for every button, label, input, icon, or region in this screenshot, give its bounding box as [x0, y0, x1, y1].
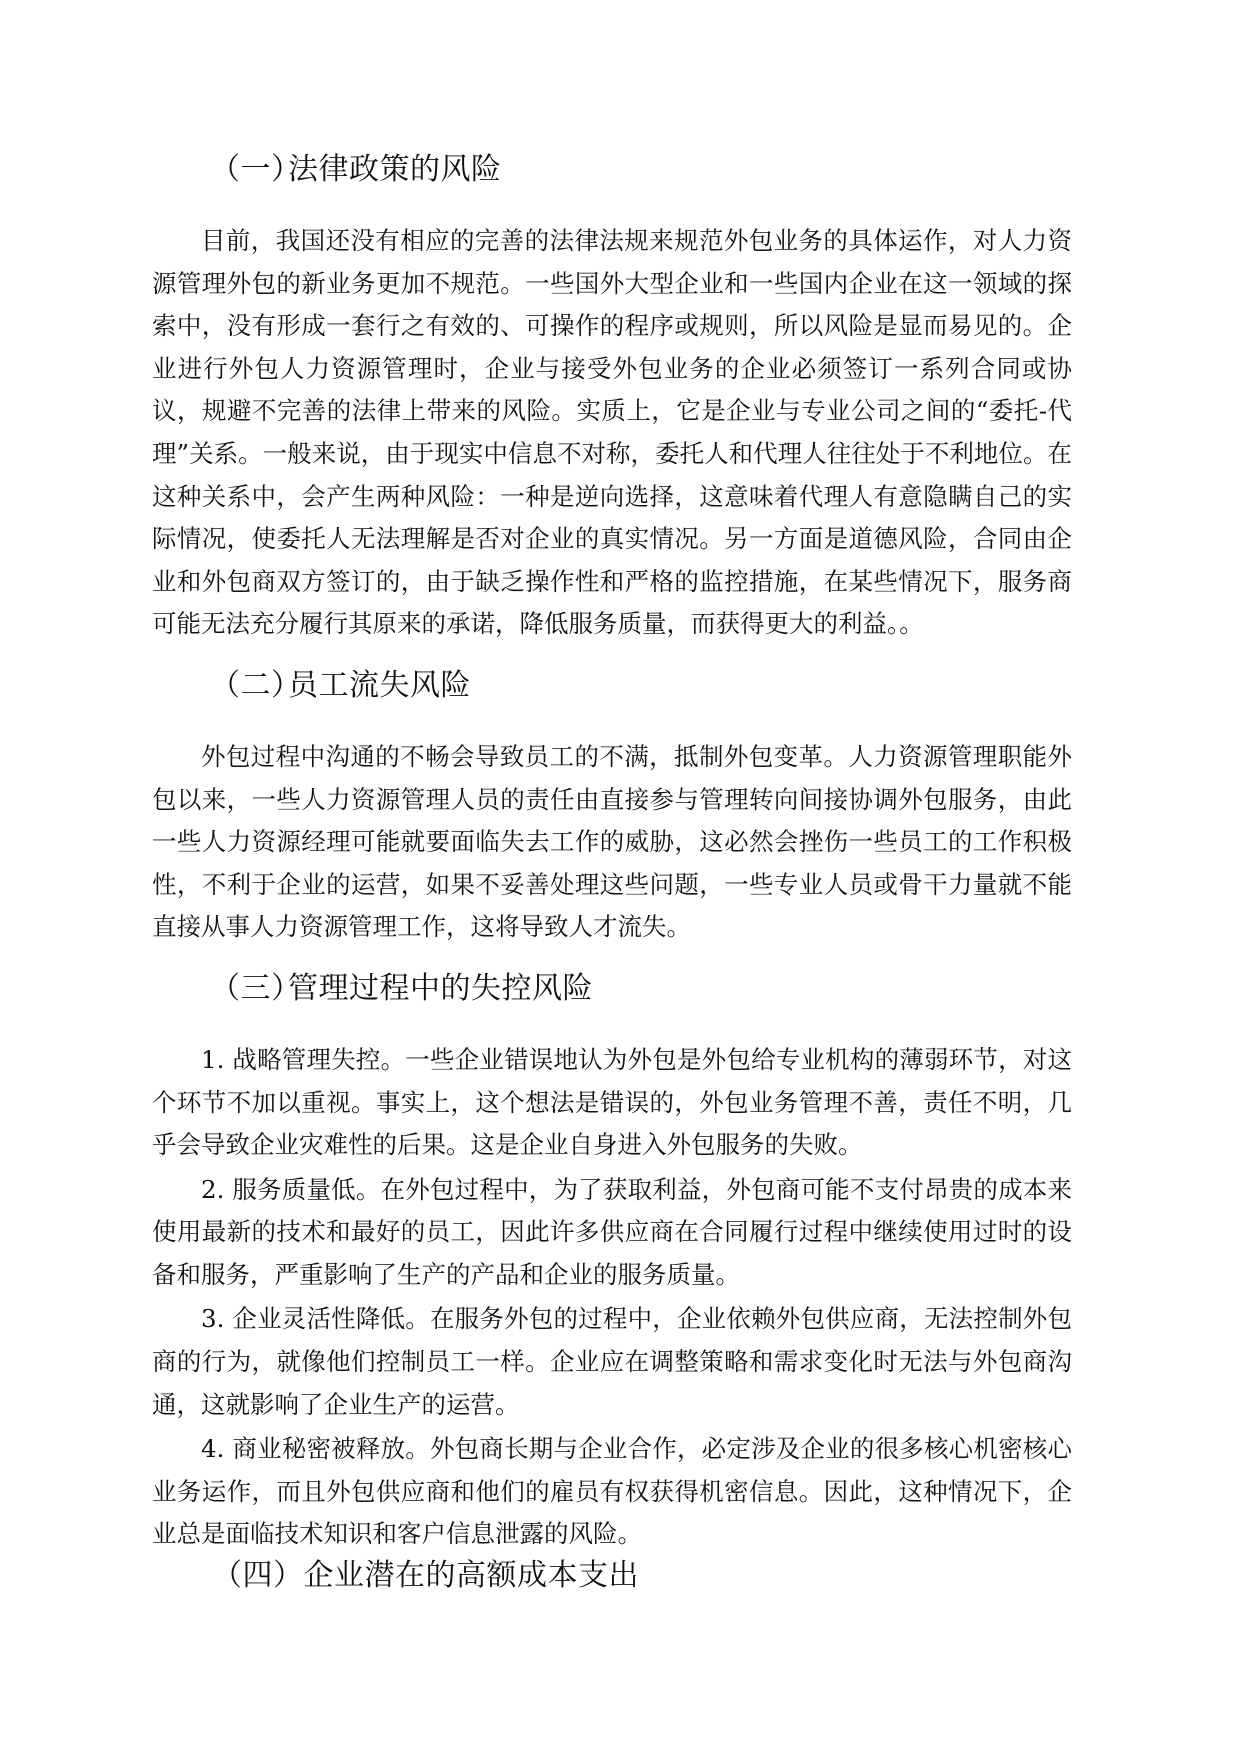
section-heading-2 [152, 666, 1072, 706]
section-paragraph: 目前，我国还没有相应的完善的法律法规来规范外包业务的具体运作，对人力资源管理外包的新业务更加不规范。一些国外大型企业和一些国内企业在这一领域的探索中，没有形成一套行之有效的、可操作的程序或规则，所以风险是显而易见的。企业进行外包人力资源管理时，企业与接受外包业务的企业必须签订一系列合同或协议，规避不完善的法律上带来的风险。实质上，它是企业与专业公司之间的“委托-代理”关系。一般来说，由于现实中信息不对称，委托人和代理人往往处于不利地位。在这种关系中，会产生两种风险：一种是逆向选择，这意味着代理人有意隐瞒自己的实际情况，使委托人无法理解是否对企业的真实情况。另一方面是道德风险，合同由企业和外包商双方签订的，由于缺乏操作性和严格的监控措施，在某些情况下，服务商可能无法充分履行其原来的承诺，降低服务质量，而获得更大的利益。。 [152, 226, 1072, 639]
numbered-item: 4. 商业秘密被释放。外包商长期与企业合作，必定涉及企业的很多核心机密核心业务运作，而且外包供应商和他们的雇员有权获得机密信息。因此，这种情况下，企业总是面临技术知识和客户信息泄露的风险。 [152, 1434, 1072, 1549]
section-title: 法律政策的风险 [288, 152, 502, 187]
numbered-item: 1. 战略管理失控。一些企业错误地认为外包是外包给专业机构的薄弱环节，对这个环节不加以重视。事实上，这个想法是错误的，外包业务管理不善，责任不明，几乎会导致企业灾难性的后果。这是企业自身进入外包服务的失败。 [152, 1044, 1072, 1160]
section-number: （三） [210, 970, 302, 1006]
section-heading-4 [152, 1556, 1072, 1596]
section-heading-1 [152, 150, 1072, 190]
section-number: （二） [210, 667, 302, 703]
section-title: 企业潜在的高额成本支出 [303, 1558, 639, 1594]
section-paragraph: 外包过程中沟通的不畅会导致员工的不满，抵制外包变革。人力资源管理职能外包以来，一些人力资源管理人员的责任由直接参与管理转向间接协调外包服务，由此一些人力资源经理可能就要面临失去工作的威胁，这必然会挫伤一些员工的工作积极性，不利于企业的运营，如果不妥善处理这些问题，一些专业人员或骨干力量就不能直接从事人力资源管理工作，这将导致人才流失。 [152, 741, 1072, 942]
numbered-item: 2. 服务质量低。在外包过程中，为了获取利益，外包商可能不支付昂贵的成本来使用最新的技术和最好的员工，因此许多供应商在合同履行过程中继续使用过时的设备和服务，严重影响了生产的产品和企业的服务质量。 [152, 1174, 1072, 1289]
section-title: 管理过程中的失控风险 [288, 970, 593, 1006]
section-heading-3 [152, 969, 1072, 1009]
document-body [152, 150, 1072, 1596]
numbered-item: 3. 企业灵活性降低。在服务外包的过程中，企业依赖外包供应商，无法控制外包商的行为，就像他们控制员工一样。企业应在调整策略和需求变化时无法与外包商沟通，这就影响了企业生产的运营。 [152, 1304, 1072, 1419]
section-number: （一） [210, 152, 302, 187]
section-number: （四） [212, 1558, 304, 1594]
section-title: 员工流失风险 [288, 667, 471, 703]
